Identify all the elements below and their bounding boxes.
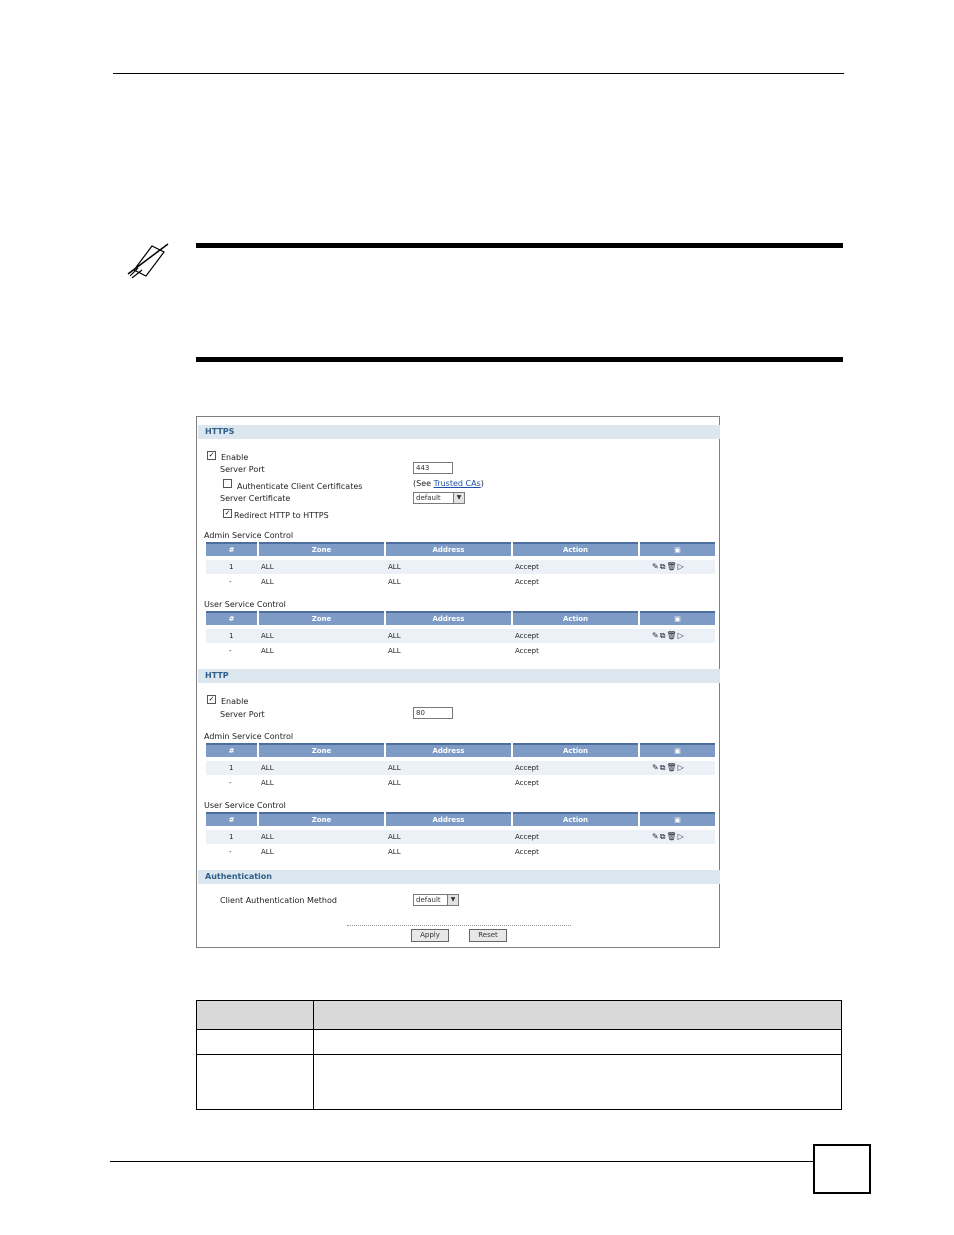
trusted-cas-note [413, 479, 484, 489]
col-address: Address [386, 542, 511, 556]
https-user-title: User Service Control [204, 600, 286, 609]
https-section-title: HTTPS [198, 425, 720, 439]
cell-num: 1 [229, 632, 234, 640]
references-icon[interactable]: ⧉ [659, 562, 666, 571]
delete-icon[interactable]: 🗑 [666, 631, 677, 640]
http-enable-label: Enable [221, 697, 249, 706]
table-row [206, 845, 715, 859]
edit-icon[interactable]: ✎ [652, 832, 659, 841]
add-icon[interactable]: ▣ [640, 542, 715, 556]
table-header [206, 743, 715, 757]
add-icon[interactable]: ▣ [640, 743, 715, 757]
see-prefix: (See [413, 479, 432, 488]
cell-action: Accept [515, 779, 539, 787]
delete-icon[interactable]: 🗑 [666, 763, 677, 772]
redirect-label: Redirect HTTP to HTTPS [234, 511, 329, 520]
http-enable-checkbox[interactable]: ✓ [208, 695, 215, 703]
note-bottom-bar [196, 357, 843, 362]
move-icon[interactable]: ▷ [677, 562, 684, 571]
move-icon[interactable]: ▷ [677, 631, 684, 640]
auth-client-cert-label: Authenticate Client Certificates [237, 482, 363, 491]
col-zone: Zone [259, 743, 384, 757]
col-zone: Zone [259, 611, 384, 625]
client-auth-method-select[interactable] [413, 894, 459, 906]
https-server-port-input[interactable]: 443 [413, 462, 453, 474]
cell-zone: ALL [261, 764, 274, 772]
cell-action: Accept [515, 563, 539, 571]
edit-icon[interactable]: ✎ [652, 763, 659, 772]
table-row [206, 560, 715, 574]
cell-zone: ALL [261, 779, 274, 787]
cell-action: Accept [515, 833, 539, 841]
col-zone: Zone [259, 812, 384, 826]
https-server-port-label: Server Port [220, 465, 265, 474]
cell-num: 1 [229, 563, 234, 571]
col-num: # [206, 611, 257, 625]
table-header [206, 812, 715, 826]
http-server-port-input[interactable]: 80 [413, 707, 453, 719]
col-address: Address [386, 611, 511, 625]
see-suffix: ) [480, 479, 484, 488]
https-enable-checkbox[interactable]: ✓ [208, 451, 215, 459]
page-number-box [813, 1144, 871, 1194]
note-pen-icon [124, 240, 174, 280]
http-server-port-label: Server Port [220, 710, 265, 719]
cell-num: 1 [229, 833, 234, 841]
edit-icon[interactable]: ✎ [652, 631, 659, 640]
table-row [206, 776, 715, 790]
col-action: Action [513, 611, 638, 625]
cell-num: - [229, 779, 232, 787]
col-num: # [206, 542, 257, 556]
col-num: # [206, 812, 257, 826]
note-top-bar [196, 243, 843, 248]
cell-action: Accept [515, 632, 539, 640]
server-cert-label: Server Certificate [220, 494, 291, 503]
add-icon[interactable]: ▣ [640, 611, 715, 625]
delete-icon[interactable]: 🗑 [666, 562, 677, 571]
cell-num: 1 [229, 764, 234, 772]
http-section-title: HTTP [198, 669, 720, 683]
table-header [206, 542, 715, 556]
authentication-section-title: Authentication [198, 870, 720, 884]
col-action: Action [513, 812, 638, 826]
https-enable-label: Enable [221, 453, 249, 462]
https-admin-title: Admin Service Control [204, 531, 294, 540]
add-icon[interactable]: ▣ [640, 812, 715, 826]
reset-button[interactable]: Reset [469, 929, 507, 942]
cell-address: ALL [388, 578, 401, 586]
edit-icon[interactable]: ✎ [652, 562, 659, 571]
cell-zone: ALL [261, 563, 274, 571]
divider [347, 925, 571, 926]
table-row [206, 575, 715, 589]
move-icon[interactable]: ▷ [677, 763, 684, 772]
http-user-title: User Service Control [204, 801, 286, 810]
cell-zone: ALL [261, 848, 274, 856]
cell-address: ALL [388, 779, 401, 787]
row-divider [197, 1054, 841, 1055]
table-row [206, 629, 715, 643]
apply-button[interactable]: Apply [411, 929, 449, 942]
cell-action: Accept [515, 578, 539, 586]
redirect-checkbox[interactable]: ✓ [224, 509, 231, 517]
header-rule [113, 73, 844, 74]
cell-action: Accept [515, 764, 539, 772]
col-num: # [206, 743, 257, 757]
table-header [206, 611, 715, 625]
cell-address: ALL [388, 632, 401, 640]
server-cert-value: default [416, 494, 441, 502]
www-settings-screenshot [196, 416, 720, 948]
http-admin-title: Admin Service Control [204, 732, 294, 741]
footer-rule [110, 1161, 813, 1162]
auth-client-cert-checkbox[interactable] [223, 479, 232, 488]
cell-num: - [229, 848, 232, 856]
col-address: Address [386, 812, 511, 826]
cell-zone: ALL [261, 632, 274, 640]
table-row [206, 644, 715, 658]
cell-address: ALL [388, 647, 401, 655]
cell-zone: ALL [261, 833, 274, 841]
description-table [196, 1000, 842, 1110]
move-icon[interactable]: ▷ [677, 832, 684, 841]
trusted-cas-link[interactable]: Trusted CAs [433, 479, 481, 488]
references-icon[interactable]: ⧉ [659, 763, 666, 772]
cell-zone: ALL [261, 647, 274, 655]
cell-zone: ALL [261, 578, 274, 586]
col-address: Address [386, 743, 511, 757]
table-row [206, 830, 715, 844]
cell-address: ALL [388, 848, 401, 856]
chevron-down-icon: ▼ [447, 895, 458, 905]
description-table-header [197, 1001, 841, 1030]
cell-action: Accept [515, 848, 539, 856]
col-zone: Zone [259, 542, 384, 556]
col-action: Action [513, 542, 638, 556]
delete-icon[interactable]: 🗑 [666, 832, 677, 841]
cell-address: ALL [388, 563, 401, 571]
table-row [206, 761, 715, 775]
client-auth-method-label: Client Authentication Method [220, 896, 337, 905]
references-icon[interactable]: ⧉ [659, 832, 666, 841]
cell-address: ALL [388, 764, 401, 772]
cell-action: Accept [515, 647, 539, 655]
references-icon[interactable]: ⧉ [659, 631, 666, 640]
client-auth-method-value: default [416, 896, 441, 904]
cell-address: ALL [388, 833, 401, 841]
column-divider [313, 1001, 314, 1109]
chevron-down-icon: ▼ [453, 493, 464, 503]
cell-num: - [229, 647, 232, 655]
cell-num: - [229, 578, 232, 586]
col-action: Action [513, 743, 638, 757]
server-cert-select[interactable] [413, 492, 465, 504]
